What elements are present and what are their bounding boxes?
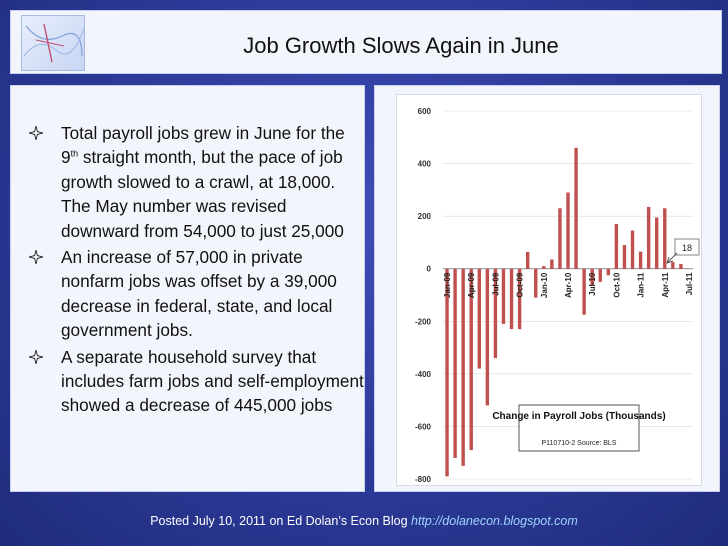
bar (558, 208, 561, 268)
bar (453, 269, 456, 458)
x-tick-label: Jul-11 (684, 272, 694, 296)
bar (461, 269, 464, 466)
slide-title: Job Growth Slows Again in June (243, 33, 559, 58)
bar (510, 269, 513, 329)
logo-image (21, 15, 85, 71)
y-tick-label: 200 (417, 212, 431, 222)
bar (631, 231, 634, 269)
chart-frame (396, 94, 702, 486)
bullet-text-cont: straight month, but the pace of job growth slowed to a crawl, at 18,000. The May number was revised downward from 54,000 to just 25,000 (61, 147, 344, 241)
x-tick-label: Jan-11 (636, 272, 646, 298)
y-tick-label: -200 (414, 317, 431, 327)
y-tick-label: -400 (414, 369, 431, 379)
chart-title: Change in Payroll Jobs (Thousands) (492, 411, 666, 422)
bar (502, 269, 505, 324)
x-tick-label: Jan-10 (539, 272, 549, 299)
callout-label: 18 (681, 243, 693, 253)
chart-panel (374, 85, 720, 492)
bar (478, 269, 481, 369)
legend-box (492, 405, 665, 451)
footer (0, 514, 728, 528)
x-tick-label: Oct-09 (515, 272, 525, 298)
bullet-text: A separate household survey that includes farm jobs and self-employment showed a decrease of 445,000 jobs (61, 346, 364, 416)
bar (615, 224, 618, 269)
bullet-text: An increase of 57,000 in private nonfarm jobs was offset by a 39,000 decrease in federal, state, and local government jobs. (61, 247, 337, 341)
bullet-item (19, 345, 365, 418)
title-bar (10, 10, 722, 74)
bar (550, 260, 553, 269)
ordinal-suffix: th (70, 148, 79, 159)
x-tick-label: Jul-09 (491, 272, 501, 296)
bar (679, 264, 682, 269)
bar (647, 207, 650, 269)
four-point-star-icon (29, 350, 43, 364)
bullet-item (19, 245, 365, 343)
y-tick-label: 0 (426, 264, 431, 274)
x-tick-label: Oct-10 (612, 272, 622, 298)
x-tick-label: Apr-09 (467, 272, 477, 299)
bar (486, 269, 489, 406)
bar (542, 266, 545, 269)
bar (445, 269, 448, 477)
bar (623, 245, 626, 269)
x-tick-label: Apr-11 (660, 272, 670, 298)
four-point-star-icon (29, 126, 43, 140)
y-tick-label: -600 (414, 422, 431, 432)
x-tick-label: Jan-09 (443, 272, 453, 299)
bullet-panel (10, 85, 365, 492)
bullet-text: Total payroll jobs grew in June for the 9 (61, 123, 345, 168)
bullet-list (19, 121, 365, 420)
bullet-item (19, 121, 365, 243)
bar (655, 217, 658, 268)
bar (639, 252, 642, 269)
chart-subtitle: P110710-2 Source: BLS (541, 440, 617, 447)
bar (663, 208, 666, 268)
y-tick-label: 400 (417, 159, 431, 169)
callout-box (667, 239, 699, 263)
four-point-star-icon (29, 250, 43, 264)
bar (566, 192, 569, 268)
footer-link[interactable]: http://dolanecon.blogspot.com (411, 514, 578, 528)
bar (671, 262, 674, 269)
footer-text: Posted July 10, 2011 on Ed Dolan’s Econ Blog (150, 514, 412, 528)
bar (526, 252, 529, 269)
bar (582, 269, 585, 315)
bar (599, 269, 602, 282)
y-tick-label: -800 (414, 475, 431, 484)
x-tick-label: Apr-10 (564, 272, 573, 299)
bar (574, 148, 577, 269)
bar (607, 269, 610, 276)
payroll-bar-chart (397, 95, 701, 485)
y-tick-label: 600 (417, 107, 431, 116)
x-tick-label: Jul-10 (588, 272, 598, 296)
bar (534, 269, 537, 298)
